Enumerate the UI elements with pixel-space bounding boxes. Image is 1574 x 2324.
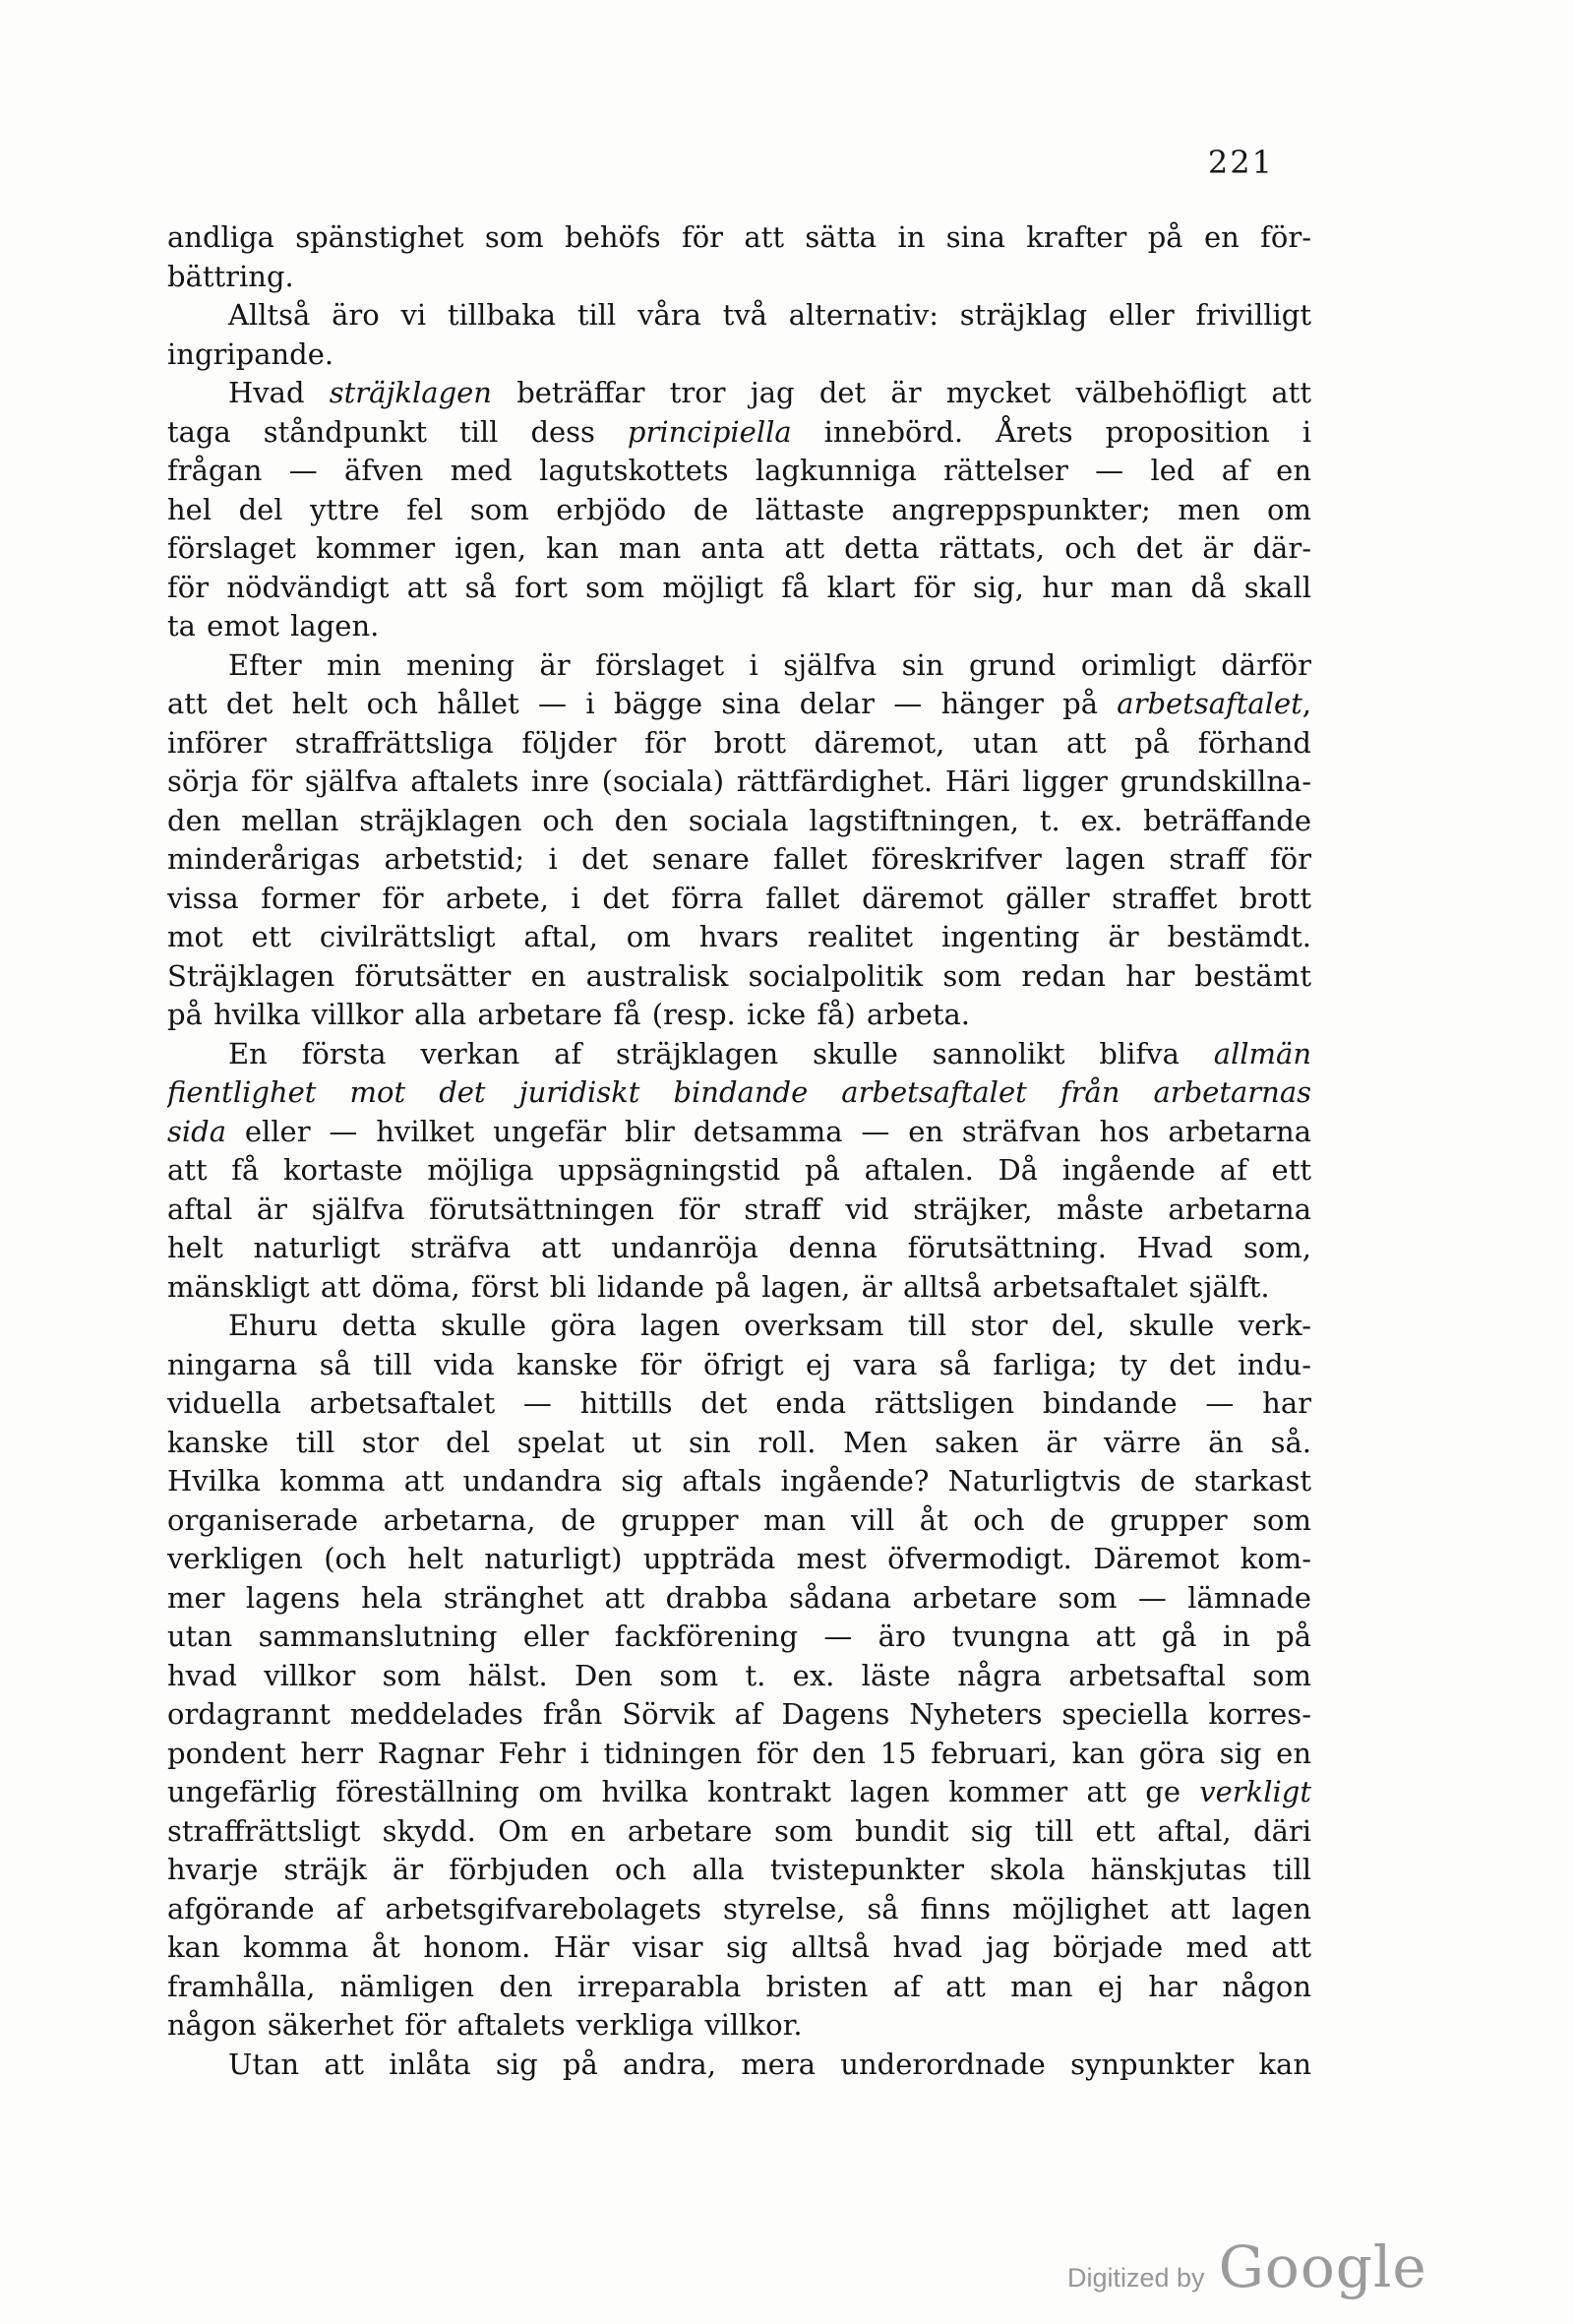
text-line	[167, 1307, 1311, 1346]
text-segment: framhålla, nämligen den irreparabla bristen af att man ej har någon	[167, 1969, 1311, 2003]
italic-text-segment: arbetsaftalet	[1117, 687, 1302, 720]
text-line	[167, 1229, 1311, 1268]
text-segment: Hvilka komma att undandra sig aftals ingående? Naturligtvis de starkast	[167, 1464, 1311, 1498]
text-line	[167, 1657, 1311, 1696]
text-line	[167, 1268, 1311, 1308]
text-segment: hvad villkor som hälst. Den som t. ex. läste några arbetsaftal som	[167, 1658, 1311, 1692]
text-line	[167, 1695, 1311, 1735]
text-segment: Hvad	[228, 376, 330, 409]
text-line	[167, 452, 1311, 491]
text-line	[167, 996, 1311, 1035]
text-segment: viduella arbetsaftalet — hittills det enda rättsligen bindande — har	[167, 1386, 1311, 1420]
text-line	[167, 1928, 1311, 1968]
text-block	[167, 218, 1311, 2084]
text-segment: att få kortaste möjliga uppsägningstid på aftalen. Då ingående af ett	[167, 1153, 1311, 1187]
text-segment: ta emot lagen.	[167, 609, 380, 642]
text-line	[167, 258, 1311, 297]
text-line	[167, 1073, 1311, 1113]
text-segment: mer lagens hela stränghet att drabba sådana arbetare som — lämnade	[167, 1580, 1311, 1615]
text-segment: att det helt och hållet — i bägge sina delar — hänger på	[167, 687, 1118, 720]
text-line	[167, 218, 1311, 258]
text-segment: minderårigas arbetstid; i det senare fallet föreskrifver lagen straff för	[167, 842, 1311, 876]
text-segment: kan komma åt honom. Här visar sig alltså hvad jag började med att	[167, 1930, 1311, 1964]
text-segment: ordagrannt meddelades från Sörvik af Dagens Nyheters speciella korres-	[167, 1697, 1311, 1731]
text-line	[167, 724, 1311, 764]
text-segment: på hvilka villkor alla arbetare få (resp. icke få) arbeta.	[167, 998, 971, 1031]
text-line	[167, 1618, 1311, 1657]
text-line	[167, 413, 1311, 453]
text-segment: Alltså äro vi tillbaka till våra två alternativ: sträjklag eller frivilligt	[228, 298, 1311, 332]
text-segment: Efter min mening är förslaget i själfva sin grund orimligt därför	[228, 647, 1311, 682]
text-line	[167, 880, 1311, 919]
italic-text-segment: sträjklagen	[329, 376, 492, 409]
text-line	[167, 1462, 1311, 1501]
text-segment: ,	[1302, 687, 1311, 720]
text-segment: pondent herr Ragnar Fehr i tidningen för den 15 februari, kan göra sig en	[167, 1736, 1311, 1770]
text-line	[167, 2046, 1311, 2085]
page-number: 221	[1207, 144, 1274, 181]
text-segment: taga ståndpunkt till dess	[167, 414, 628, 449]
text-line	[167, 1424, 1311, 1463]
text-segment: sörja för själfva aftalets inre (sociala) rättfärdighet. Häri ligger grundskillna-	[167, 764, 1311, 798]
text-line	[167, 957, 1311, 997]
text-segment: kanske till stor del spelat ut sin roll. Men saken är värre än så.	[167, 1425, 1311, 1459]
text-line	[167, 1890, 1311, 1929]
text-segment: hvarje sträjk är förbjuden och alla tvistepunkter skola hänskjutas till	[167, 1853, 1311, 1886]
text-segment: mänskligt att döma, först bli lidande på lagen, är alltså arbetsaftalet själft.	[167, 1269, 1270, 1304]
italic-text-segment: principiella	[627, 414, 792, 449]
text-line	[167, 1540, 1311, 1579]
text-segment: Ehuru detta skulle göra lagen overksam till stor del, skulle verk-	[228, 1309, 1311, 1342]
text-segment: helt naturligt sträfva att undanröja denna förutsättning. Hvad som,	[167, 1231, 1311, 1264]
text-line	[167, 569, 1311, 608]
text-segment: hel del yttre fel som erbjödo de lättaste angreppspunkter; men om	[167, 492, 1311, 526]
text-segment: ungefärlig föreställning om hvilka kontrakt lagen kommer att ge	[167, 1775, 1200, 1808]
text-line	[167, 918, 1311, 957]
text-segment: Sträjklagen förutsätter en australisk socialpolitik som redan har bestämt	[167, 958, 1311, 993]
google-logo: Google	[1218, 2233, 1427, 2300]
text-segment: den mellan sträjklagen och den sociala lagstiftningen, t. ex. beträffande	[167, 803, 1311, 837]
text-line	[167, 1346, 1311, 1385]
italic-text-segment: verkligt	[1199, 1775, 1311, 1808]
text-line	[167, 646, 1311, 686]
text-segment: beträffar tror jag det är mycket välbehöfligt att	[491, 376, 1311, 409]
text-line	[167, 1579, 1311, 1619]
text-segment: ingripande.	[167, 336, 334, 371]
italic-text-segment: fientlighet mot det juridiskt bindande arbetsaftalet från arbetarnas	[167, 1075, 1311, 1109]
text-line	[167, 296, 1311, 336]
text-line	[167, 1735, 1311, 1774]
text-line	[167, 374, 1311, 413]
text-line	[167, 1035, 1311, 1074]
text-segment: aftal är själfva förutsättningen för straff vid sträjker, måste arbetarna	[167, 1192, 1311, 1226]
text-segment: verkligen (och helt naturligt) uppträda mest öfvermodigt. Däremot kom-	[167, 1542, 1311, 1575]
text-line	[167, 763, 1311, 802]
text-line	[167, 1501, 1311, 1541]
text-line	[167, 1113, 1311, 1152]
text-segment: afgörande af arbetsgifvarebolagets styrelse, så finns möjlighet att lagen	[167, 1891, 1311, 1926]
text-segment: Utan att inlåta sig på andra, mera underordnade synpunkter kan	[228, 2047, 1311, 2081]
text-line	[167, 1968, 1311, 2007]
text-segment: straffrättsligt skydd. Om en arbetare som bundit sig till ett aftal, däri	[167, 1813, 1311, 1848]
text-line	[167, 1384, 1311, 1424]
text-line	[167, 685, 1311, 724]
text-line	[167, 1851, 1311, 1890]
text-segment: En första verkan af sträjklagen skulle sannolikt blifva	[228, 1036, 1214, 1070]
text-line	[167, 1191, 1311, 1230]
text-segment: för nödvändigt att så fort som möjligt få klart för sig, hur man då skall	[167, 570, 1311, 604]
text-segment: förslaget kommer igen, kan man anta att detta rättats, och det är där-	[167, 531, 1311, 565]
text-line	[167, 2006, 1311, 2046]
digitized-by-label: Digitized by	[1067, 2263, 1205, 2293]
text-segment: ningarna så till vida kanske för öfrigt ej vara så farliga; ty det indu-	[167, 1347, 1311, 1381]
text-segment: vissa former för arbete, i det förra fallet däremot gäller straffet brott	[167, 881, 1311, 915]
text-line	[167, 607, 1311, 646]
text-segment: organiserade arbetarna, de grupper man vill åt och de grupper som	[167, 1502, 1311, 1537]
text-line	[167, 1151, 1311, 1191]
text-segment: eller — hvilket ungefär blir detsamma — en sträfvan hos arbetarna	[226, 1114, 1311, 1148]
text-segment: bättring.	[167, 259, 294, 293]
text-line	[167, 1773, 1311, 1812]
italic-text-segment: sida	[167, 1114, 227, 1148]
text-line	[167, 840, 1311, 880]
text-segment: någon säkerhet för aftalets verkliga villkor.	[167, 2008, 803, 2042]
text-segment: utan sammanslutning eller fackförening — äro tvungna att gå in på	[167, 1620, 1311, 1653]
text-segment: andliga spänstighet som behöfs för att sätta in sina krafter på en för-	[167, 220, 1311, 254]
text-line	[167, 529, 1311, 569]
text-segment: införer straffrättsliga följder för brott däremot, utan att på förhand	[167, 725, 1311, 760]
digitized-by-watermark	[1067, 2233, 1427, 2300]
text-line	[167, 802, 1311, 841]
text-line	[167, 491, 1311, 530]
text-segment: mot ett civilrättsligt aftal, om hvars realitet ingenting är bestämdt.	[167, 920, 1311, 953]
text-line	[167, 1812, 1311, 1852]
text-segment: innebörd. Årets proposition i	[791, 414, 1311, 449]
text-line	[167, 336, 1311, 375]
text-segment: frågan — äfven med lagutskottets lagkunniga rättelser — led af en	[167, 454, 1311, 487]
italic-text-segment: allmän	[1213, 1036, 1311, 1070]
